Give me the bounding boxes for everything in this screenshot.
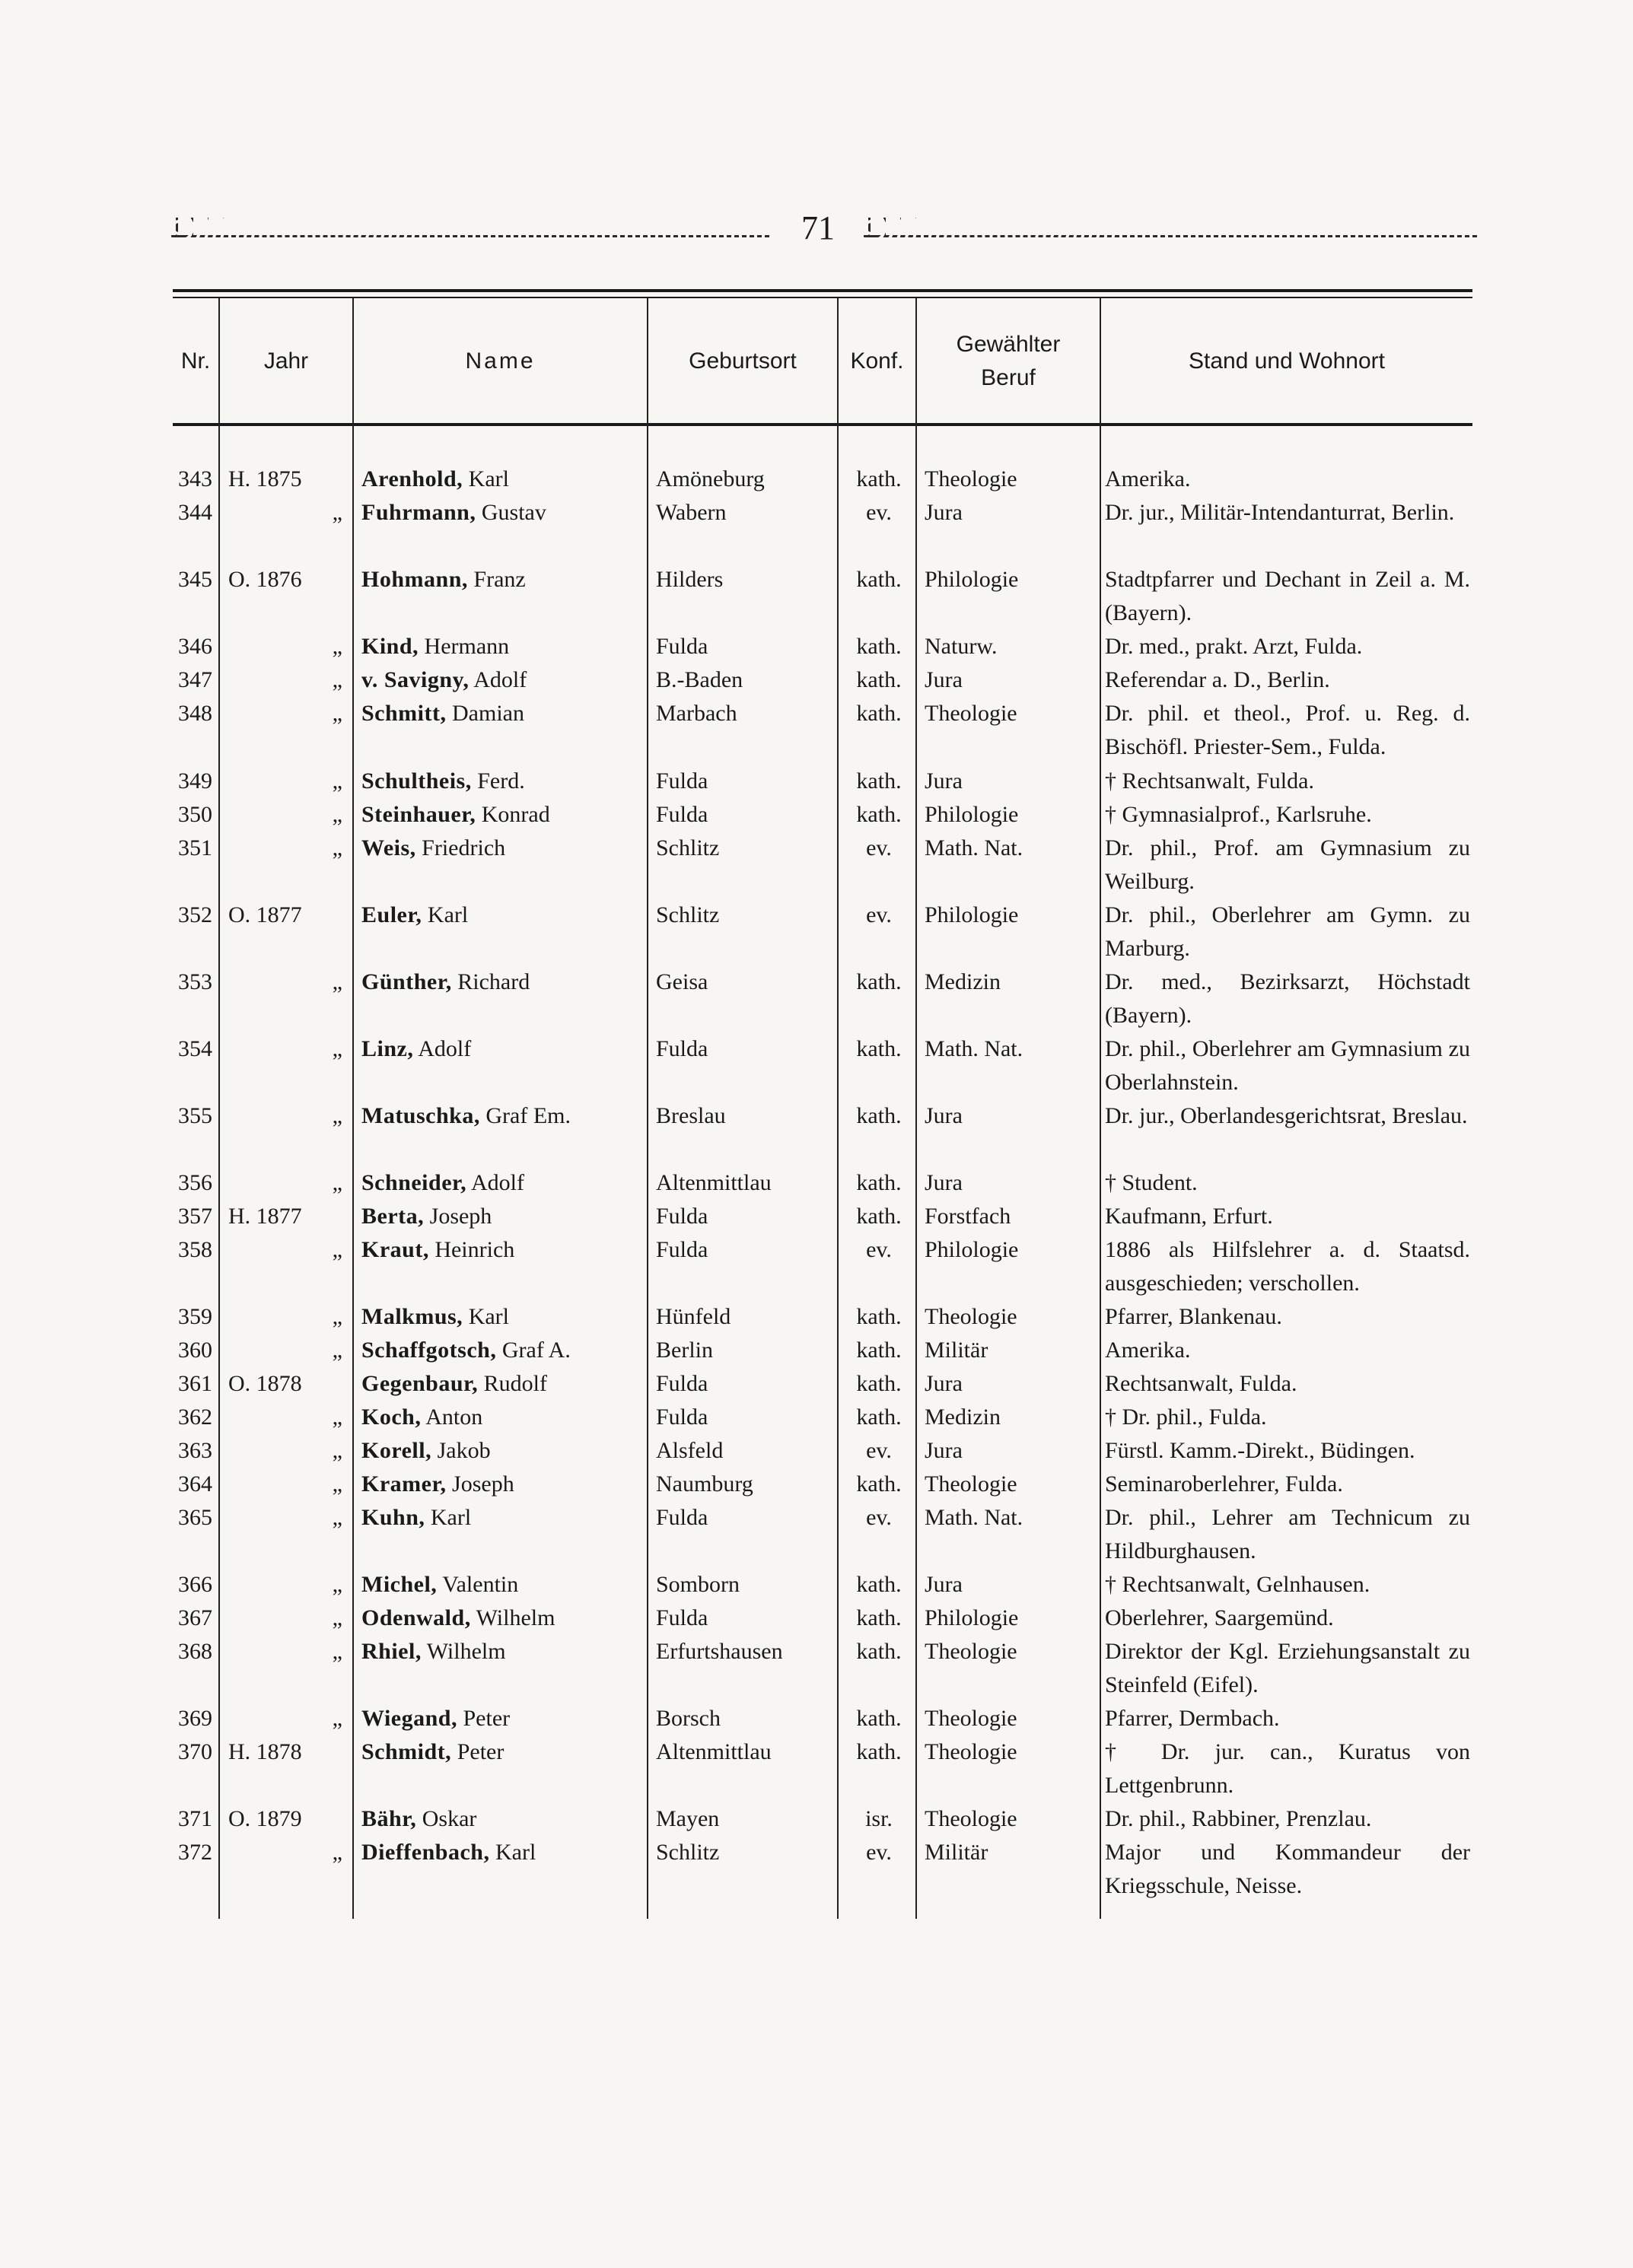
row-surname: Fuhrmann, xyxy=(361,500,476,525)
row-nr: 344 xyxy=(178,500,212,525)
row-beruf: Forstfach xyxy=(925,1204,1011,1229)
ornament-left-icon xyxy=(171,218,772,237)
header-nr: Nr. xyxy=(180,348,211,374)
row-beruf: Militär xyxy=(925,1338,988,1363)
row-jahr: „ xyxy=(332,1036,342,1061)
row-surname: v. Savigny, xyxy=(361,667,470,692)
row-nr: 370 xyxy=(178,1739,212,1764)
row-geburtsort: Mayen xyxy=(656,1806,720,1831)
row-stand: Dr. phil., Prof. am Gymnasium zu Weilburg. xyxy=(1105,835,1470,894)
row-geburtsort: Borsch xyxy=(656,1706,721,1731)
row-jahr: „ xyxy=(332,701,342,726)
row-name xyxy=(361,1099,643,1133)
row-nr: 349 xyxy=(178,768,212,794)
row-geburtsort: Erfurtshausen xyxy=(656,1639,783,1664)
row-konf: kath. xyxy=(856,1471,902,1497)
row-nr: 367 xyxy=(178,1605,212,1630)
header-konf: Konf. xyxy=(850,348,904,374)
row-geburtsort: Alsfeld xyxy=(656,1438,724,1463)
header-name: Name xyxy=(465,348,536,374)
row-nr: 369 xyxy=(178,1706,212,1731)
row-konf: kath. xyxy=(856,1739,902,1764)
row-nr: 361 xyxy=(178,1371,212,1396)
row-jahr: „ xyxy=(332,1639,342,1664)
row-geburtsort: Berlin xyxy=(656,1338,713,1363)
row-jahr: „ xyxy=(332,1103,342,1128)
row-nr: 356 xyxy=(178,1170,212,1195)
row-konf: kath. xyxy=(856,969,902,994)
row-stand: Rechtsanwalt, Fulda. xyxy=(1105,1371,1297,1396)
row-beruf: Jura xyxy=(925,1170,963,1195)
row-geburtsort: Amöneburg xyxy=(656,466,765,491)
row-beruf: Philologie xyxy=(925,1605,1019,1630)
row-konf: kath. xyxy=(856,1404,902,1430)
row-beruf: Theologie xyxy=(925,1639,1017,1664)
row-beruf: Jura xyxy=(925,1572,963,1597)
row-surname: Berta, xyxy=(361,1204,425,1229)
row-surname: Schultheis, xyxy=(361,768,472,794)
row-surname: Weis, xyxy=(361,835,416,860)
row-nr: 359 xyxy=(178,1304,212,1329)
row-surname: Matuschka, xyxy=(361,1103,480,1128)
row-given-name: Graf A. xyxy=(496,1338,571,1363)
row-stand: Seminaroberlehrer, Fulda. xyxy=(1105,1471,1343,1497)
row-jahr: „ xyxy=(332,1706,342,1731)
row-konf: kath. xyxy=(856,1304,902,1329)
row-nr: 355 xyxy=(178,1103,212,1128)
row-jahr: „ xyxy=(332,969,342,994)
row-konf: ev. xyxy=(866,1438,892,1463)
row-surname: Günther, xyxy=(361,969,452,994)
row-stand: Amerika. xyxy=(1105,466,1191,491)
row-konf: ev. xyxy=(866,902,892,927)
row-name xyxy=(361,1802,643,1836)
row-nr: 353 xyxy=(178,969,212,994)
header-stand: Stand und Wohnort xyxy=(1189,348,1385,374)
row-geburtsort: Fulda xyxy=(656,1371,708,1396)
row-konf: ev. xyxy=(866,1237,892,1262)
row-beruf: Jura xyxy=(925,1103,963,1128)
row-jahr: „ xyxy=(332,1840,342,1865)
row-given-name: Anton xyxy=(421,1404,483,1430)
row-stand: † Dr. jur. can., Kuratus von Lettgenbrunn. xyxy=(1105,1739,1470,1798)
row-stand: 1886 als Hilfslehrer a. d. Staatsd. ausgeschieden; verschollen. xyxy=(1105,1237,1470,1296)
row-stand: Dr. phil., Rabbiner, Prenzlau. xyxy=(1105,1806,1372,1831)
row-nr: 352 xyxy=(178,902,212,927)
row-name xyxy=(361,663,643,697)
row-geburtsort: Fulda xyxy=(656,802,708,827)
row-surname: Gegenbaur, xyxy=(361,1371,479,1396)
row-name xyxy=(361,1401,643,1434)
row-stand: Referendar a. D., Berlin. xyxy=(1105,667,1330,692)
row-geburtsort: Geisa xyxy=(656,969,708,994)
row-stand: † Rechtsanwalt, Fulda. xyxy=(1105,768,1314,794)
row-konf: kath. xyxy=(856,768,902,794)
row-nr: 365 xyxy=(178,1505,212,1530)
row-name xyxy=(361,697,643,730)
column-divider xyxy=(915,298,917,1919)
row-name xyxy=(361,1434,643,1468)
row-beruf: Jura xyxy=(925,1438,963,1463)
row-beruf: Militär xyxy=(925,1840,988,1865)
row-nr: 346 xyxy=(178,634,212,659)
row-beruf: Philologie xyxy=(925,902,1019,927)
row-geburtsort: Schlitz xyxy=(656,902,720,927)
row-surname: Kuhn, xyxy=(361,1505,425,1530)
row-jahr: „ xyxy=(332,1404,342,1430)
row-jahr: „ xyxy=(332,835,342,860)
row-surname: Koch, xyxy=(361,1404,422,1430)
row-stand: Dr. med., prakt. Arzt, Fulda. xyxy=(1105,634,1363,659)
row-given-name: Jakob xyxy=(431,1438,491,1463)
header-geburtsort: Geburtsort xyxy=(689,348,797,374)
row-stand: Stadtpfarrer und Dechant in Zeil a. M. (Bayern). xyxy=(1105,567,1470,625)
row-konf: ev. xyxy=(866,835,892,860)
row-beruf: Theologie xyxy=(925,1806,1017,1831)
row-given-name: Gustav xyxy=(476,500,546,525)
row-nr: 351 xyxy=(178,835,212,860)
row-jahr: „ xyxy=(332,1438,342,1463)
row-name xyxy=(361,1468,643,1501)
row-stand: † Gymnasialprof., Karlsruhe. xyxy=(1105,802,1372,827)
row-stand: Amerika. xyxy=(1105,1338,1191,1363)
row-konf: kath. xyxy=(856,1706,902,1731)
page-number: 71 xyxy=(801,209,835,247)
row-nr: 348 xyxy=(178,701,212,726)
row-stand: Kaufmann, Erfurt. xyxy=(1105,1204,1273,1229)
row-stand: Dr. phil., Oberlehrer am Gymnasium zu Oberlahnstein. xyxy=(1105,1036,1470,1095)
row-geburtsort: Hünfeld xyxy=(656,1304,731,1329)
row-surname: Arenhold, xyxy=(361,466,463,491)
row-given-name: Hermann xyxy=(419,634,510,659)
row-konf: kath. xyxy=(856,1170,902,1195)
row-beruf: Theologie xyxy=(925,1706,1017,1731)
row-geburtsort: Somborn xyxy=(656,1572,740,1597)
row-geburtsort: Wabern xyxy=(656,500,727,525)
row-konf: kath. xyxy=(856,667,902,692)
row-name xyxy=(361,965,643,999)
row-given-name: Oskar xyxy=(416,1806,477,1831)
ornament-right-icon xyxy=(864,218,1480,237)
row-jahr: H. 1875 xyxy=(228,466,302,491)
row-nr: 372 xyxy=(178,1840,212,1865)
row-given-name: Franz xyxy=(467,567,526,592)
row-given-name: Friedrich xyxy=(415,835,506,860)
row-nr: 371 xyxy=(178,1806,212,1831)
row-name xyxy=(361,832,643,865)
row-given-name: Karl xyxy=(425,1505,472,1530)
row-surname: Steinhauer, xyxy=(361,802,476,827)
row-konf: kath. xyxy=(856,1204,902,1229)
row-konf: ev. xyxy=(866,1840,892,1865)
row-name xyxy=(361,563,643,596)
row-stand: Dr. phil., Oberlehrer am Gymn. zu Marburg. xyxy=(1105,902,1470,961)
row-beruf: Medizin xyxy=(925,969,1001,994)
row-name xyxy=(361,1367,643,1401)
row-surname: Kind, xyxy=(361,634,419,659)
row-given-name: Adolf xyxy=(413,1036,472,1061)
row-jahr: „ xyxy=(332,1170,342,1195)
row-name xyxy=(361,1702,643,1735)
row-konf: kath. xyxy=(856,1371,902,1396)
row-name xyxy=(361,1200,643,1233)
row-surname: Kramer, xyxy=(361,1471,447,1497)
row-jahr: „ xyxy=(332,768,342,794)
row-nr: 357 xyxy=(178,1204,212,1229)
row-given-name: Valentin xyxy=(437,1572,519,1597)
row-stand: Dr. med., Bezirksarzt, Höchstadt (Bayern). xyxy=(1105,969,1470,1028)
row-name xyxy=(361,1166,643,1200)
row-surname: Schneider, xyxy=(361,1170,467,1195)
row-jahr: „ xyxy=(332,1505,342,1530)
row-stand: Dr. phil., Lehrer am Technicum zu Hildburghausen. xyxy=(1105,1505,1470,1563)
row-given-name: Rudolf xyxy=(478,1371,547,1396)
header-beruf: Gewählter Beruf xyxy=(956,332,1061,390)
column-divider xyxy=(218,298,220,1919)
row-given-name: Heinrich xyxy=(428,1237,515,1262)
row-geburtsort: Fulda xyxy=(656,1237,708,1262)
row-geburtsort: Breslau xyxy=(656,1103,726,1128)
row-given-name: Wilhelm xyxy=(421,1639,506,1664)
row-beruf: Theologie xyxy=(925,466,1017,491)
row-konf: kath. xyxy=(856,1572,902,1597)
row-nr: 345 xyxy=(178,567,212,592)
row-surname: Bähr, xyxy=(361,1806,417,1831)
row-jahr: O. 1876 xyxy=(228,567,302,592)
row-name xyxy=(361,630,643,663)
row-jahr: H. 1877 xyxy=(228,1204,302,1229)
row-name xyxy=(361,1602,643,1635)
row-geburtsort: Fulda xyxy=(656,1036,708,1061)
row-beruf: Math. Nat. xyxy=(925,1036,1023,1061)
row-stand: Pfarrer, Blankenau. xyxy=(1105,1304,1282,1329)
row-name xyxy=(361,899,643,932)
top-rule-thin xyxy=(173,297,1472,298)
row-name xyxy=(361,1334,643,1367)
row-stand: Fürstl. Kamm.-Direkt., Büdingen. xyxy=(1105,1438,1415,1463)
row-jahr: „ xyxy=(332,1237,342,1262)
row-beruf: Philologie xyxy=(925,567,1019,592)
row-given-name: Joseph xyxy=(446,1471,514,1497)
row-nr: 364 xyxy=(178,1471,212,1497)
row-jahr: O. 1878 xyxy=(228,1371,302,1396)
row-beruf: Theologie xyxy=(925,701,1017,726)
row-given-name: Karl xyxy=(463,1304,509,1329)
row-beruf: Theologie xyxy=(925,1304,1017,1329)
row-geburtsort: Schlitz xyxy=(656,835,720,860)
row-stand: † Student. xyxy=(1105,1170,1198,1195)
row-surname: Linz, xyxy=(361,1036,414,1061)
row-stand: Major und Kommandeur der Kriegsschule, Neisse. xyxy=(1105,1840,1470,1898)
row-jahr: „ xyxy=(332,1572,342,1597)
row-konf: kath. xyxy=(856,567,902,592)
row-jahr: „ xyxy=(332,802,342,827)
row-beruf: Jura xyxy=(925,500,963,525)
row-surname: Euler, xyxy=(361,902,422,927)
row-surname: Hohmann, xyxy=(361,567,468,592)
row-konf: kath. xyxy=(856,466,902,491)
row-geburtsort: Fulda xyxy=(656,1505,708,1530)
row-jahr: „ xyxy=(332,1471,342,1497)
row-beruf: Theologie xyxy=(925,1739,1017,1764)
row-beruf: Medizin xyxy=(925,1404,1001,1430)
row-stand: † Rechtsanwalt, Gelnhausen. xyxy=(1105,1572,1370,1597)
header-bottom-rule xyxy=(173,423,1472,426)
row-given-name: Peter xyxy=(457,1706,511,1731)
row-jahr: H. 1878 xyxy=(228,1739,302,1764)
row-surname: Dieffenbach, xyxy=(361,1840,490,1865)
row-konf: isr. xyxy=(865,1806,893,1831)
row-geburtsort: Altenmittlau xyxy=(656,1739,772,1764)
row-beruf: Philologie xyxy=(925,1237,1019,1262)
row-jahr: „ xyxy=(332,667,342,692)
row-name xyxy=(361,765,643,798)
column-divider xyxy=(1100,298,1101,1919)
row-geburtsort: Hilders xyxy=(656,567,724,592)
row-given-name: Wilhelm xyxy=(470,1605,555,1630)
row-nr: 354 xyxy=(178,1036,212,1061)
row-konf: kath. xyxy=(856,802,902,827)
row-konf: kath. xyxy=(856,1639,902,1664)
row-given-name: Damian xyxy=(446,701,524,726)
row-surname: Odenwald, xyxy=(361,1605,471,1630)
row-name xyxy=(361,1836,643,1869)
row-surname: Schmitt, xyxy=(361,701,447,726)
row-surname: Rhiel, xyxy=(361,1639,422,1664)
row-jahr: „ xyxy=(332,500,342,525)
row-beruf: Theologie xyxy=(925,1471,1017,1497)
row-geburtsort: Altenmittlau xyxy=(656,1170,772,1195)
row-name xyxy=(361,1568,643,1602)
row-surname: Malkmus, xyxy=(361,1304,463,1329)
row-jahr: O. 1877 xyxy=(228,902,302,927)
row-konf: kath. xyxy=(856,1103,902,1128)
row-stand: Dr. phil. et theol., Prof. u. Reg. d. Bischöfl. Priester-Sem., Fulda. xyxy=(1105,701,1470,759)
row-given-name: Adolf xyxy=(469,667,527,692)
row-nr: 366 xyxy=(178,1572,212,1597)
row-name xyxy=(361,1032,643,1066)
row-nr: 362 xyxy=(178,1404,212,1430)
column-divider xyxy=(352,298,354,1919)
row-stand: Dr. jur., Oberlandesgerichtsrat, Breslau. xyxy=(1105,1103,1468,1128)
row-surname: Schaffgotsch, xyxy=(361,1338,497,1363)
row-given-name: Ferd. xyxy=(471,768,525,794)
row-jahr: O. 1879 xyxy=(228,1806,302,1831)
column-divider xyxy=(647,298,648,1919)
row-name xyxy=(361,798,643,832)
row-name xyxy=(361,496,643,530)
row-given-name: Joseph xyxy=(424,1204,492,1229)
row-nr: 350 xyxy=(178,802,212,827)
row-geburtsort: B.-Baden xyxy=(656,667,743,692)
row-jahr: „ xyxy=(332,1338,342,1363)
row-konf: kath. xyxy=(856,1338,902,1363)
row-stand: Pfarrer, Dermbach. xyxy=(1105,1706,1280,1731)
row-name xyxy=(361,1300,643,1334)
row-konf: ev. xyxy=(866,1505,892,1530)
row-surname: Kraut, xyxy=(361,1237,429,1262)
row-beruf: Jura xyxy=(925,1371,963,1396)
row-surname: Korell, xyxy=(361,1438,432,1463)
row-konf: kath. xyxy=(856,701,902,726)
row-nr: 360 xyxy=(178,1338,212,1363)
row-geburtsort: Marbach xyxy=(656,701,737,726)
row-geburtsort: Schlitz xyxy=(656,1840,720,1865)
row-jahr: „ xyxy=(332,634,342,659)
row-konf: kath. xyxy=(856,1605,902,1630)
page-header xyxy=(171,207,1480,253)
row-jahr: „ xyxy=(332,1304,342,1329)
row-surname: Wiegand, xyxy=(361,1706,457,1731)
row-given-name: Richard xyxy=(451,969,530,994)
row-given-name: Karl xyxy=(489,1840,536,1865)
row-konf: kath. xyxy=(856,634,902,659)
row-konf: ev. xyxy=(866,500,892,525)
row-beruf: Jura xyxy=(925,768,963,794)
row-name xyxy=(361,1735,643,1769)
row-given-name: Karl xyxy=(463,466,509,491)
row-beruf: Math. Nat. xyxy=(925,1505,1023,1530)
row-jahr: „ xyxy=(332,1605,342,1630)
row-geburtsort: Naumburg xyxy=(656,1471,753,1497)
row-given-name: Graf Em. xyxy=(479,1103,571,1128)
row-beruf: Math. Nat. xyxy=(925,835,1023,860)
row-geburtsort: Fulda xyxy=(656,768,708,794)
row-nr: 347 xyxy=(178,667,212,692)
row-geburtsort: Fulda xyxy=(656,1404,708,1430)
row-given-name: Konrad xyxy=(476,802,550,827)
row-given-name: Karl xyxy=(422,902,469,927)
header-jahr: Jahr xyxy=(263,348,309,374)
row-konf: kath. xyxy=(856,1036,902,1061)
row-surname: Schmidt, xyxy=(361,1739,452,1764)
row-stand: † Dr. phil., Fulda. xyxy=(1105,1404,1267,1430)
row-beruf: Philologie xyxy=(925,802,1019,827)
row-stand: Oberlehrer, Saargemünd. xyxy=(1105,1605,1334,1630)
row-stand: Dr. jur., Militär-Intendanturrat, Berlin. xyxy=(1105,500,1455,525)
row-given-name: Adolf xyxy=(466,1170,524,1195)
row-nr: 343 xyxy=(178,466,212,491)
row-surname: Michel, xyxy=(361,1572,438,1597)
row-geburtsort: Fulda xyxy=(656,1605,708,1630)
row-beruf: Naturw. xyxy=(925,634,998,659)
row-name xyxy=(361,1635,643,1668)
top-rule xyxy=(173,289,1472,292)
row-stand: Direktor der Kgl. Erziehungsanstalt zu Steinfeld (Eifel). xyxy=(1105,1639,1470,1697)
row-nr: 368 xyxy=(178,1639,212,1664)
column-divider xyxy=(837,298,839,1919)
row-beruf: Jura xyxy=(925,667,963,692)
row-geburtsort: Fulda xyxy=(656,634,708,659)
row-geburtsort: Fulda xyxy=(656,1204,708,1229)
row-given-name: Peter xyxy=(451,1739,505,1764)
row-nr: 363 xyxy=(178,1438,212,1463)
row-name xyxy=(361,1233,643,1267)
row-name xyxy=(361,1501,643,1535)
row-name xyxy=(361,463,643,496)
row-nr: 358 xyxy=(178,1237,212,1262)
